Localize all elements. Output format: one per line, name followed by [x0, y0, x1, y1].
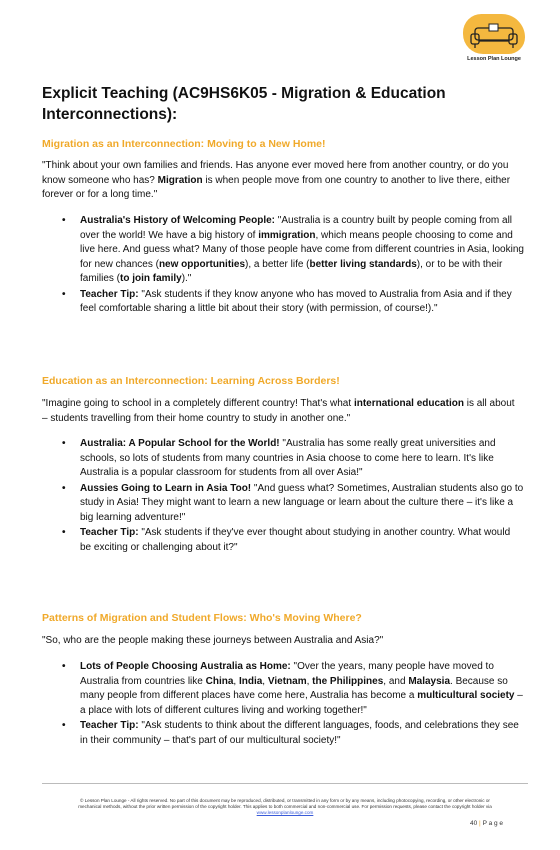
- list-item: • Teacher Tip: "Ask students if they've ever thought about studying in another country. What would be exciting or challenging about it?": [62, 527, 511, 553]
- section-title-patterns: Patterns of Migration and Student Flows: Who's Moving Where?: [42, 612, 362, 624]
- section-title-migration: Migration as an Interconnection: Moving to a New Home!: [42, 138, 326, 150]
- list-item: • Teacher Tip: "Ask students if they know anyone who has moved to Australia from Asia and if they feel comfortable sharing a little bit about their story (with permission, of course!).": [62, 288, 512, 314]
- footer-divider: [42, 783, 528, 784]
- section-title-education: Education as an Interconnection: Learning Across Borders!: [42, 375, 340, 387]
- list-item: • Australia's History of Welcoming People: "Australia is a country built by people coming from all over the world! We have a big history of immigration, which means people choosing to come and live here. And guess what? Many of those people have come from different countries in Asia, looking for new chances (new opportunities), a better life (better living standards), or to be with their families (to join family).": [62, 215, 524, 284]
- bullet-list-migration: [62, 214, 524, 318]
- list-item: • Lots of People Choosing Australia as Home: "Over the years, many people have moved to Australia from countries like China, India, Vietnam, the Philippines, and Malaysia. Because so many people from different places have come here, Australia has become a multicultural society – a place with lots of different cultures living and working together!": [62, 661, 523, 716]
- list-item: • Aussies Going to Learn in Asia Too! "And guess what? Sometimes, Australian students also go to study in Asia! They might want to learn a new language or learn about the culture there – it's like a big learning adventure!": [62, 482, 524, 523]
- page-title-line-2: Interconnections):: [42, 106, 178, 123]
- brand-logo: [459, 12, 529, 68]
- section-intro-education: "Imagine going to school in a completely different country! That's what international education is all about – students travelling from their home country to study in another one.": [42, 398, 515, 424]
- bullet-list-education: [62, 437, 524, 556]
- list-item: • Australia: A Popular School for the World! "Australia has some really great universities and schools, so lots of students from many countries in Asia choose to come here to learn. It's like Australia is a popular classroom for students from all over Asia!": [62, 438, 496, 478]
- page-title: [42, 83, 512, 125]
- section-intro-patterns: "So, who are the people making these journeys between Australia and Asia?": [42, 635, 384, 646]
- page-title-line-1: Explicit Teaching (AC9HS6K05 - Migration & Education: [42, 85, 446, 102]
- list-item: • Teacher Tip: "Ask students to think about the different languages, foods, and celebrations they see in their community – that's part of our multicultural society!": [62, 720, 519, 746]
- sofa-icon: [469, 22, 519, 52]
- section-intro-migration: "Think about your own families and friends. Has anyone ever moved here from another country, or do you know someone who has? Migration is when people move from one country to another to live there, either forever or for a long time.": [42, 160, 511, 200]
- page-number: 40 | P a g e: [470, 820, 504, 827]
- website-link[interactable]: www.lessonplanlounge.com: [256, 810, 314, 815]
- logo-wordmark: Lesson Plan Lounge: [467, 56, 521, 62]
- copyright-notice: © Lesson Plan Lounge - All rights reserved. No part of this document may be reproduced, distributed, or transmitted in any form or by any means, including photocopying, recording, or other electronic or mechanical methods, without the prior written permission of the copyright holder. This applies to both commercial and non-commercial use. For permission requests, please contact the copyright holder via www.lessonplanlounge.com: [78, 798, 492, 815]
- bullet-list-patterns: [62, 660, 524, 749]
